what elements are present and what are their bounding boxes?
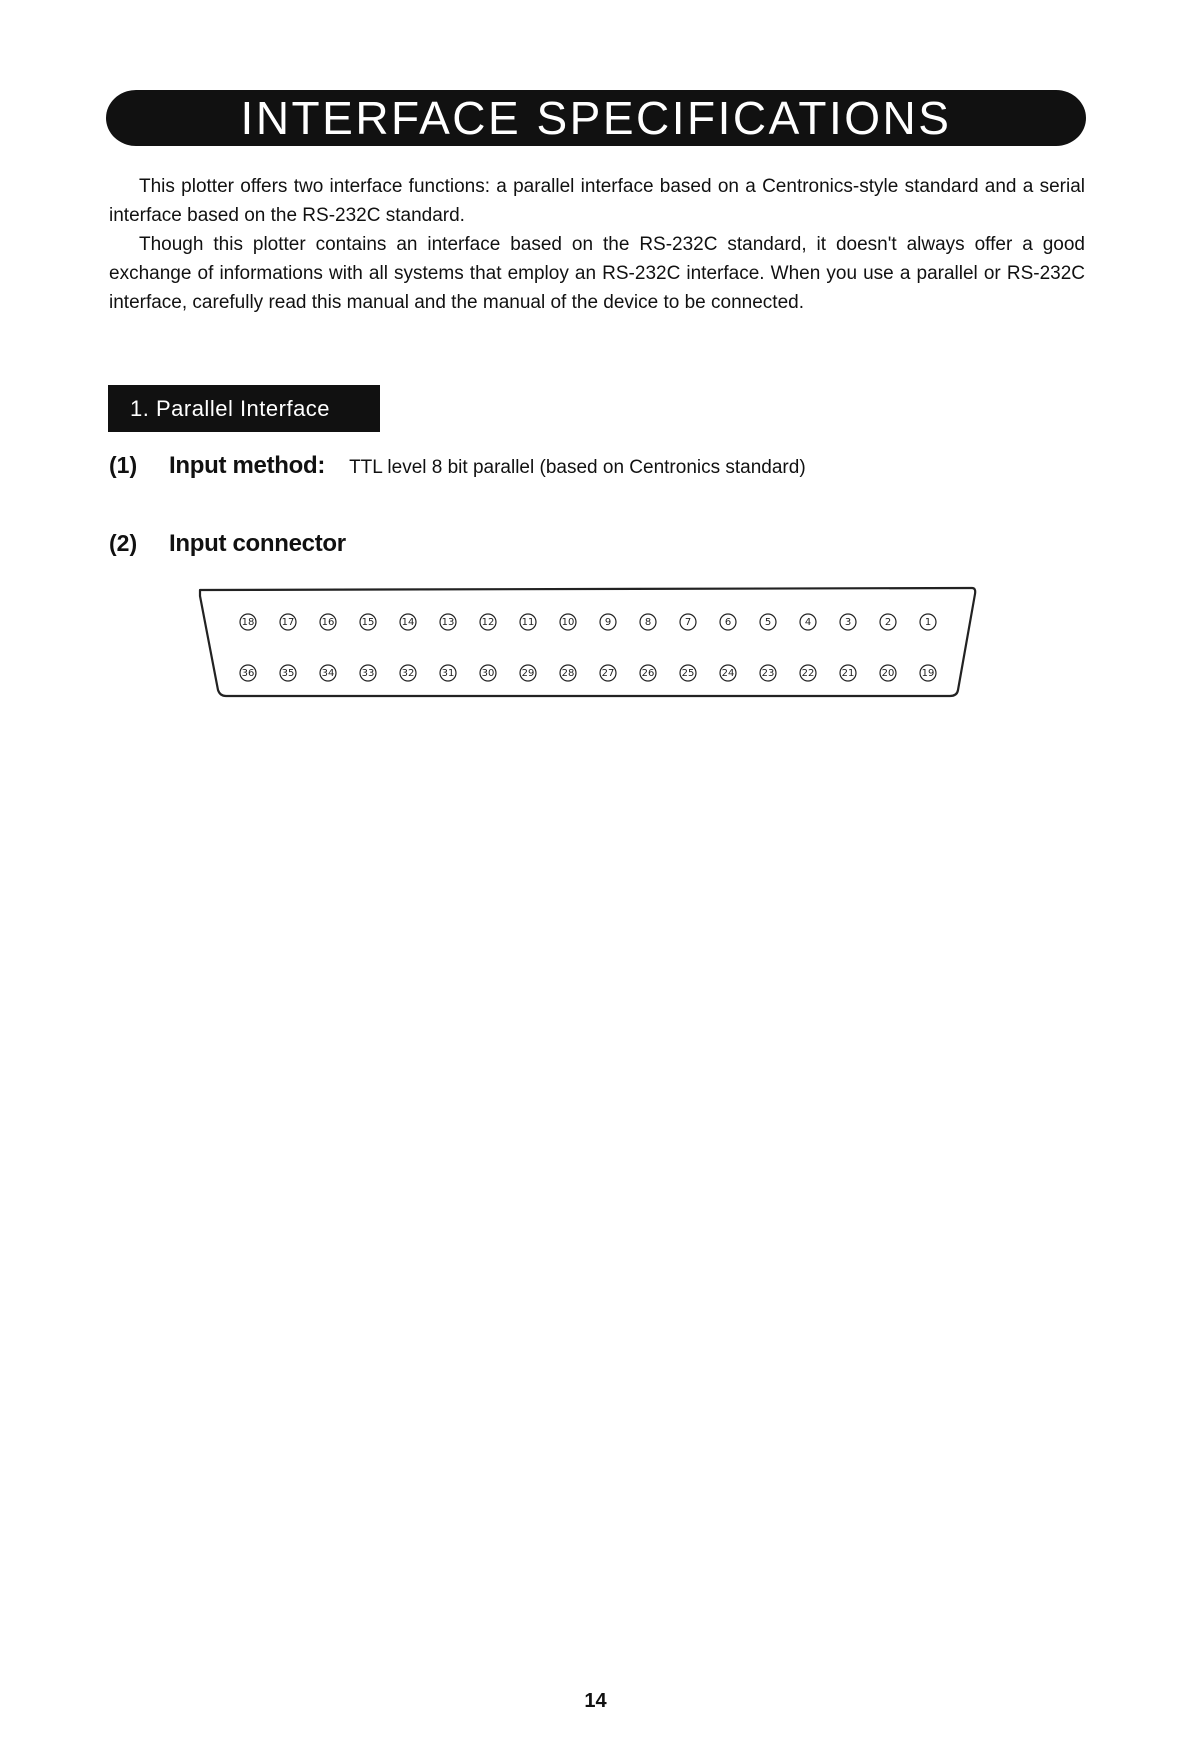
section-heading-label: 1. Parallel Interface bbox=[130, 395, 331, 421]
connector-pin bbox=[640, 665, 656, 681]
connector-pin bbox=[760, 665, 776, 681]
connector-pin bbox=[240, 614, 256, 630]
pin-number: 27 bbox=[601, 668, 615, 679]
pin-number: 5 bbox=[764, 617, 772, 628]
title-banner bbox=[106, 90, 1086, 146]
pin-number: 24 bbox=[721, 668, 735, 679]
connector-pin bbox=[400, 614, 416, 630]
connector-pin bbox=[840, 665, 856, 681]
pin-number: 1 bbox=[924, 617, 932, 628]
connector-pin bbox=[280, 614, 296, 630]
intro-paragraph: Though this plotter contains an interface based on the RS-232C standard, it doesn't always offer a good exchange of informations with all systems that employ an RS-232C interface. When you use a parallel or RS-232C interface, carefully read this manual and the manual of the device to be connected. bbox=[109, 234, 1085, 313]
pin-number: 22 bbox=[801, 668, 815, 679]
pin-number: 12 bbox=[481, 617, 495, 628]
page-title: INTERFACE SPECIFICATIONS bbox=[240, 92, 952, 144]
pin-number: 36 bbox=[241, 668, 255, 679]
pin-number: 13 bbox=[441, 617, 455, 628]
connector-pin bbox=[840, 614, 856, 630]
page-number: 14 bbox=[584, 1690, 607, 1712]
pin-number: 4 bbox=[804, 617, 812, 628]
pin-number: 26 bbox=[641, 668, 655, 679]
item-number: (2) bbox=[109, 530, 138, 556]
connector-pin bbox=[560, 614, 576, 630]
connector-pin bbox=[600, 665, 616, 681]
connector-diagram bbox=[198, 586, 978, 698]
intro-paragraph: This plotter offers two interface functions: a parallel interface based on a Centronics-style standard and a serial interface based on the RS-232C standard. bbox=[109, 176, 1085, 226]
pin-number: 8 bbox=[644, 617, 652, 628]
pin-number: 35 bbox=[281, 668, 295, 679]
pin-number: 25 bbox=[681, 668, 695, 679]
pin-number: 34 bbox=[321, 668, 335, 679]
pin-number: 28 bbox=[561, 668, 575, 679]
pin-number: 6 bbox=[724, 617, 732, 628]
section-heading-parallel-interface bbox=[108, 385, 380, 432]
connector-pin bbox=[680, 614, 696, 630]
connector-pin bbox=[800, 665, 816, 681]
connector-pin bbox=[280, 665, 296, 681]
pin-number: 32 bbox=[401, 668, 415, 679]
item-title: Input method: bbox=[169, 452, 326, 479]
pin-number: 7 bbox=[684, 617, 692, 628]
pin-number: 23 bbox=[761, 668, 775, 679]
pin-number: 33 bbox=[361, 668, 375, 679]
connector-pin bbox=[760, 614, 776, 630]
spec-item-input-method bbox=[109, 452, 806, 480]
connector-pin bbox=[720, 614, 736, 630]
connector-pin bbox=[440, 614, 456, 630]
connector-pin bbox=[440, 665, 456, 681]
pin-number: 16 bbox=[321, 617, 335, 628]
connector-pin bbox=[600, 614, 616, 630]
intro-text bbox=[109, 172, 1085, 317]
pin-number: 3 bbox=[844, 617, 852, 628]
connector-pin bbox=[320, 614, 336, 630]
pin-number: 15 bbox=[361, 617, 375, 628]
connector-pin bbox=[920, 665, 936, 681]
item-title: Input connector bbox=[169, 530, 346, 557]
pin-number: 11 bbox=[521, 617, 535, 628]
connector-pin bbox=[240, 665, 256, 681]
connector-top-row bbox=[240, 614, 936, 630]
connector-pin bbox=[680, 665, 696, 681]
pin-number: 31 bbox=[441, 668, 455, 679]
connector-pin bbox=[360, 665, 376, 681]
pin-number: 9 bbox=[604, 617, 612, 628]
pin-number: 14 bbox=[401, 617, 415, 628]
connector-pin bbox=[920, 614, 936, 630]
connector-pin bbox=[360, 614, 376, 630]
pin-number: 18 bbox=[241, 617, 255, 628]
pin-number: 19 bbox=[921, 668, 935, 679]
connector-pin bbox=[480, 614, 496, 630]
pin-number: 10 bbox=[561, 617, 575, 628]
pin-number: 21 bbox=[841, 668, 855, 679]
connector-pin bbox=[880, 614, 896, 630]
item-value: TTL level 8 bit parallel (based on Centronics standard) bbox=[349, 457, 806, 478]
pin-number: 2 bbox=[884, 617, 892, 628]
connector-pin bbox=[560, 665, 576, 681]
pin-number: 20 bbox=[881, 668, 895, 679]
connector-bottom-row bbox=[240, 665, 936, 681]
connector-pin bbox=[480, 665, 496, 681]
connector-pin bbox=[520, 665, 536, 681]
connector-pin bbox=[880, 665, 896, 681]
connector-pin bbox=[400, 665, 416, 681]
connector-pin bbox=[720, 665, 736, 681]
spec-item-input-connector bbox=[109, 530, 346, 558]
item-number: (1) bbox=[109, 452, 138, 478]
pin-number: 29 bbox=[521, 668, 535, 679]
connector-pin bbox=[320, 665, 336, 681]
pin-number: 30 bbox=[481, 668, 495, 679]
connector-outline bbox=[200, 588, 975, 696]
connector-pin bbox=[640, 614, 656, 630]
connector-pin bbox=[800, 614, 816, 630]
connector-pin bbox=[520, 614, 536, 630]
pin-number: 17 bbox=[281, 617, 295, 628]
